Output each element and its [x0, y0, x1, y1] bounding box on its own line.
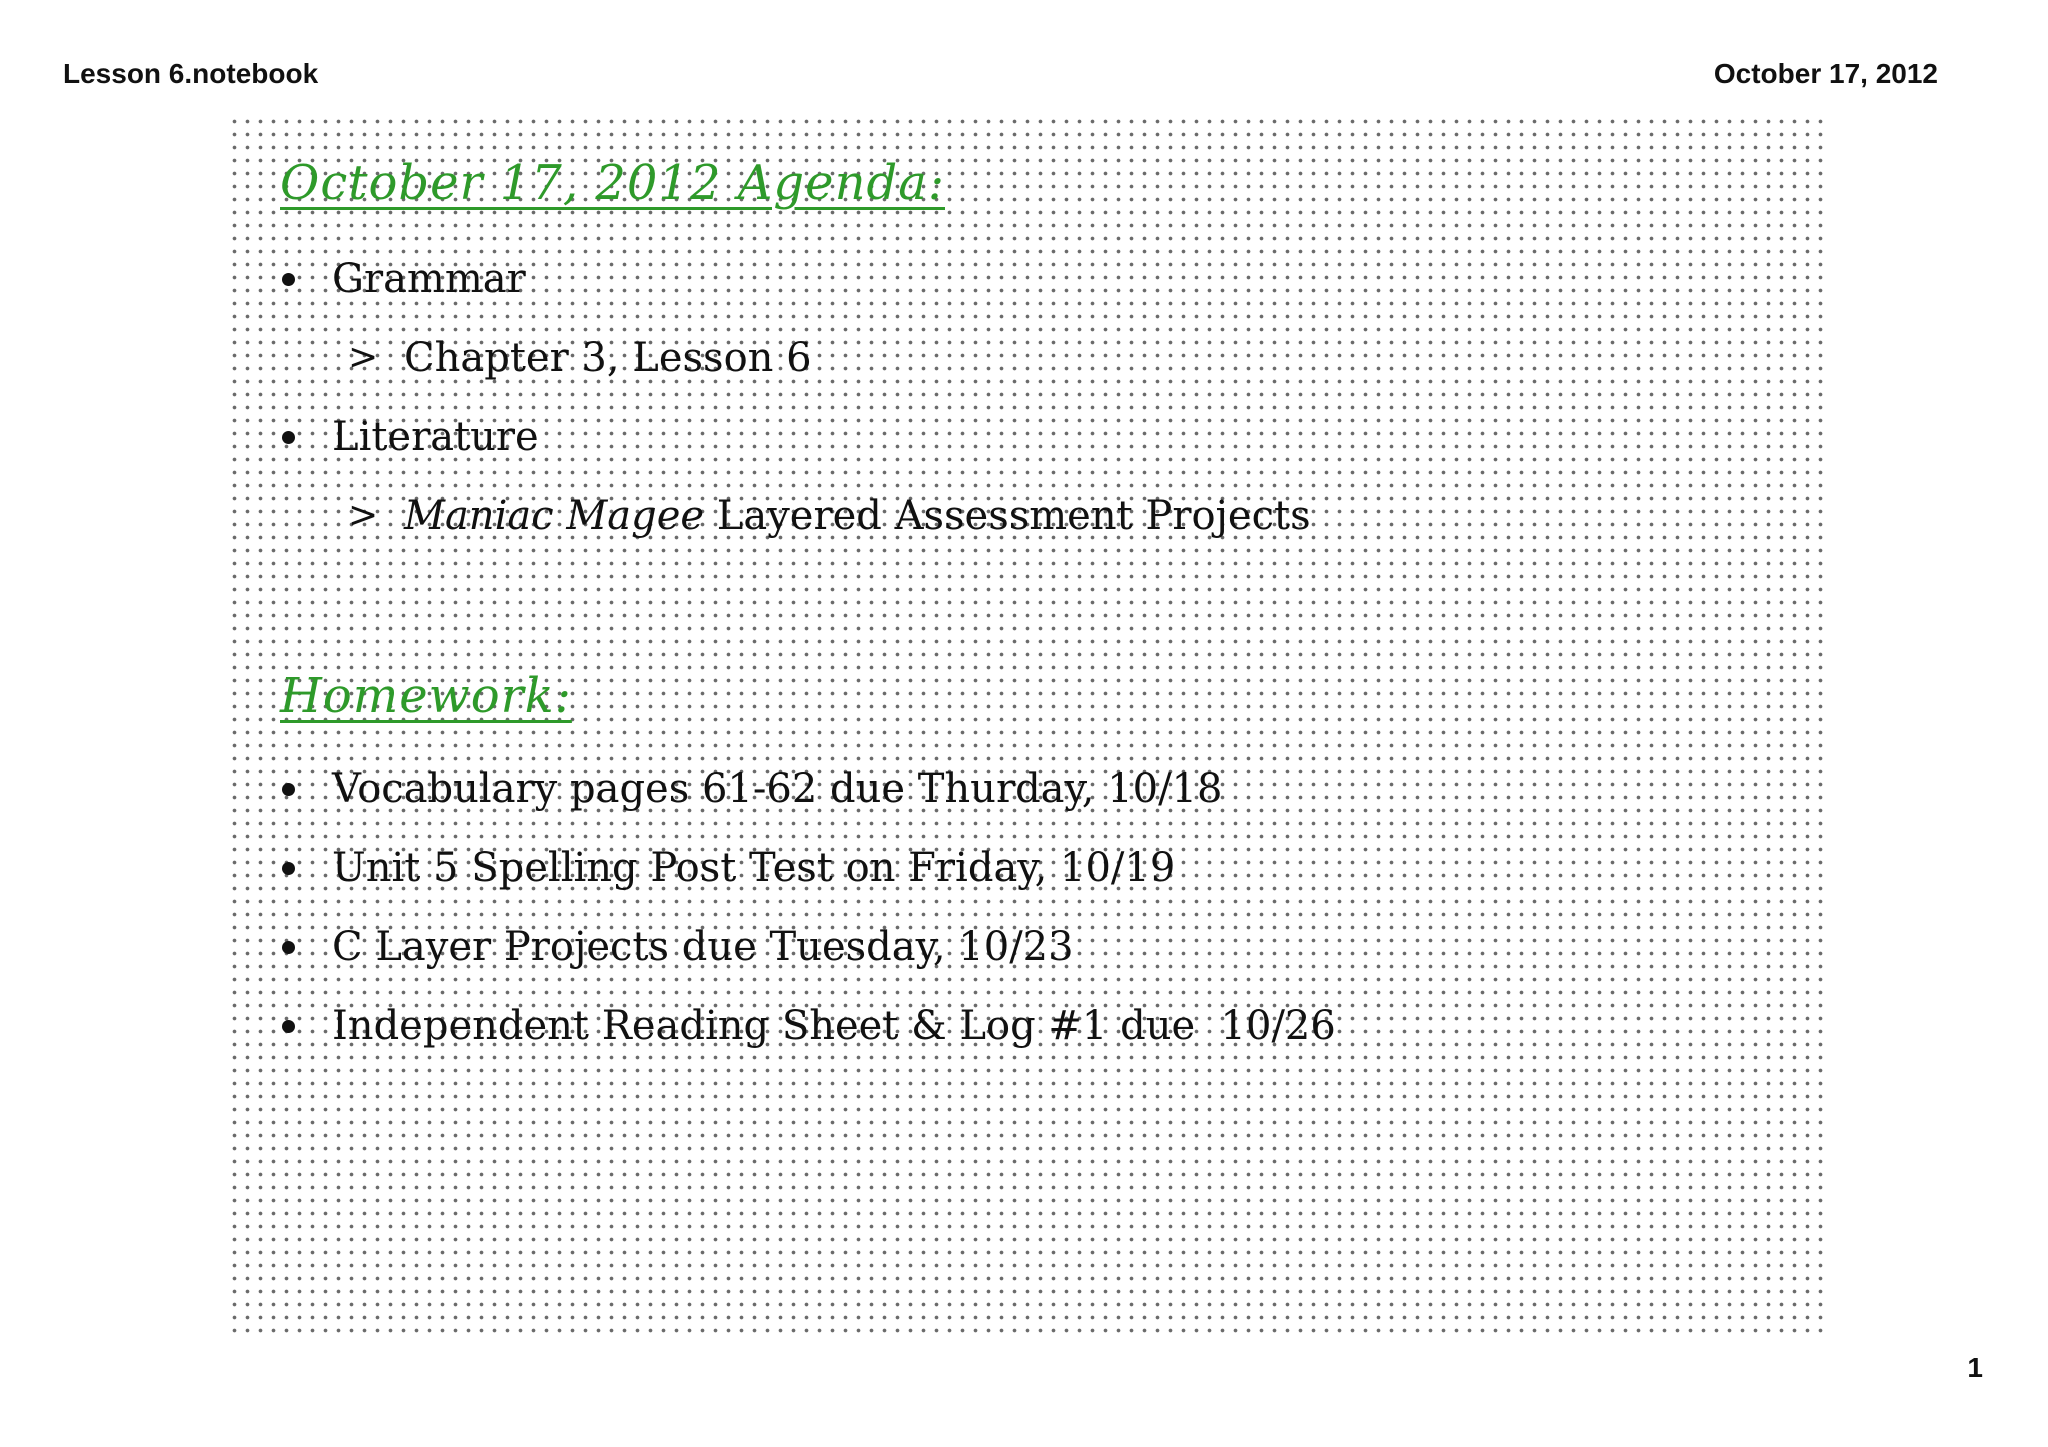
book-title: Maniac Magee — [404, 493, 705, 539]
agenda-heading: October 17, 2012 Agenda: — [280, 155, 945, 211]
homework-item-text: Unit 5 Spelling Post Test on Friday, 10/19 — [332, 845, 1176, 891]
bullet-icon — [282, 273, 295, 286]
homework-item-text: Vocabulary pages 61-62 due Thurday, 10/18 — [332, 766, 1223, 812]
notebook-file-name: Lesson 6.notebook — [63, 58, 319, 89]
homework-heading: Homework: — [280, 668, 572, 724]
bullet-icon — [282, 783, 295, 796]
homework-item-text: Independent Reading Sheet & Log #1 due 10/26 — [332, 1003, 1336, 1049]
notebook-date: October 17, 2012 — [1713, 58, 1938, 89]
chevron-right-icon: > — [348, 495, 379, 536]
notebook-page — [228, 115, 1824, 1335]
agenda-subitem-rest: Layered Assessment Projects — [704, 493, 1311, 539]
bullet-icon — [282, 1020, 295, 1033]
agenda-subitem-text: Chapter 3, Lesson 6 — [404, 335, 812, 381]
agenda-subitem-text — [404, 492, 1311, 540]
homework-item-text: C Layer Projects due Tuesday, 10/23 — [332, 924, 1074, 970]
agenda-item-label: Literature — [332, 414, 539, 460]
bullet-icon — [282, 431, 295, 444]
chevron-right-icon: > — [348, 337, 379, 378]
bullet-icon — [282, 862, 295, 875]
agenda-item-label: Grammar — [332, 256, 526, 302]
bullet-icon — [282, 941, 295, 954]
page-number: 1 — [1967, 1352, 1983, 1383]
